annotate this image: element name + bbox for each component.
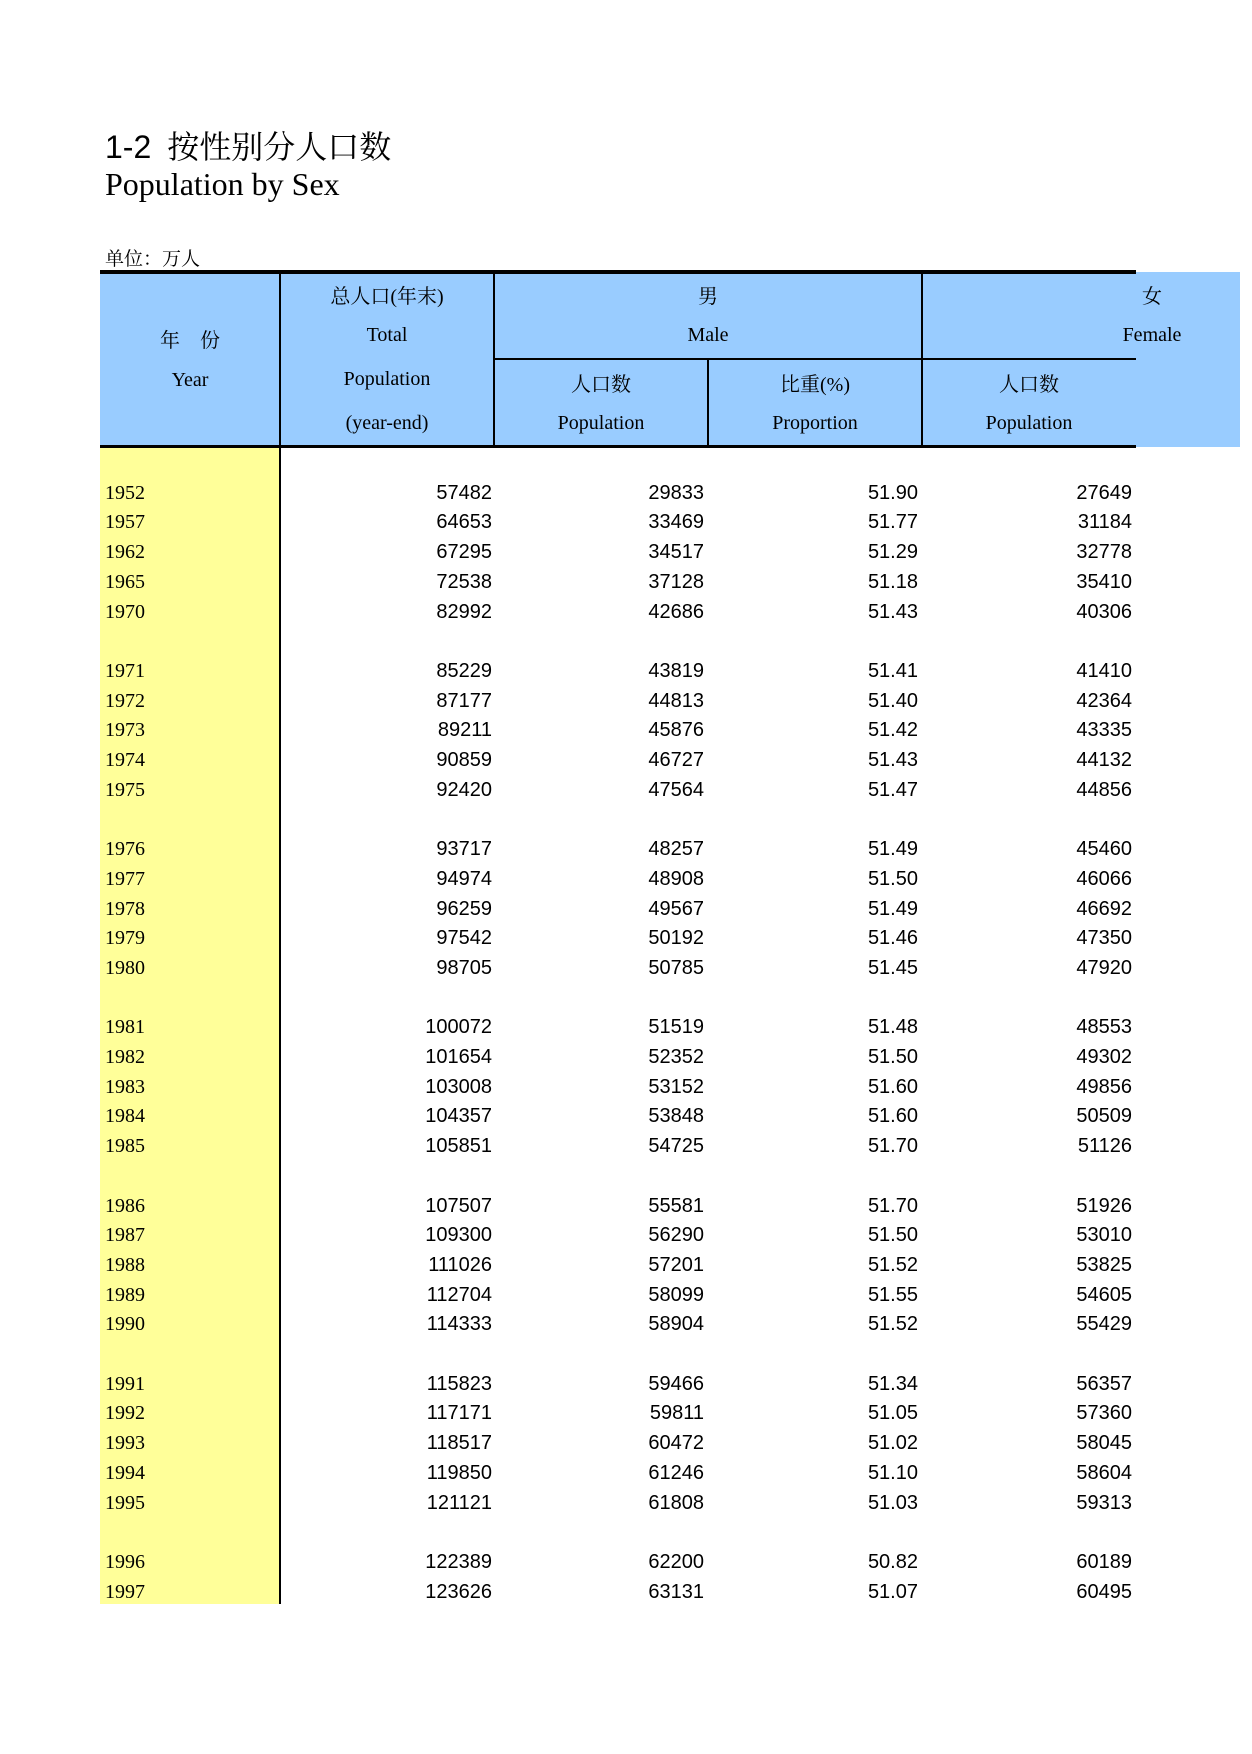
total-population-cell: 100072 [425,1016,492,1039]
female-population-cell: 44856 [1076,778,1132,801]
year-cell: 1977 [105,867,145,890]
total-population-cell: 105851 [425,1135,492,1158]
total-population-cell: 90859 [436,749,492,771]
year-cell: 1987 [105,1224,145,1247]
table-row [100,567,1136,597]
female-population-cell: 55429 [1076,1313,1132,1336]
female-population-cell: 43335 [1076,719,1132,742]
table-row [100,478,1136,508]
female-population-cell: 60189 [1076,1550,1132,1573]
year-cell: 1985 [105,1135,145,1158]
header-female-pop-en: Population [985,412,1073,434]
male-proportion-cell: 51.50 [867,867,918,890]
female-population-cell: 46692 [1076,897,1132,920]
male-population-cell: 63131 [648,1580,704,1603]
header-male-cn: 男 [698,286,718,308]
table-row [100,864,1136,894]
male-proportion-cell: 51.49 [867,838,918,861]
total-population-cell: 89211 [437,719,492,742]
male-population-cell: 59811 [649,1402,704,1425]
year-cell: 1970 [105,600,145,623]
male-proportion-cell: 51.05 [867,1402,918,1425]
table-row [100,597,1136,627]
female-population-cell: 32778 [1076,541,1132,564]
header-female-clip [922,272,1182,362]
total-population-cell: 82992 [436,600,492,623]
total-population-cell: 107507 [425,1194,492,1217]
table-row [100,1250,1136,1280]
table-row [100,507,1136,537]
year-cell: 1979 [105,927,145,950]
table-row [100,1428,1136,1458]
table-row [100,1309,1136,1339]
female-population-cell: 47920 [1076,956,1132,979]
female-population-cell: 59313 [1076,1491,1132,1514]
table-row [100,1369,1136,1399]
male-proportion-cell: 51.70 [867,1135,918,1158]
male-population-cell: 53848 [648,1105,704,1128]
female-population-cell: 58045 [1076,1432,1132,1455]
male-proportion-cell: 51.46 [867,927,918,950]
year-cell: 1996 [105,1550,145,1573]
female-population-cell: 60495 [1076,1580,1132,1603]
female-population-cell: 42364 [1076,689,1132,712]
year-cell: 1952 [105,481,145,504]
year-cell: 1971 [105,659,145,682]
female-population-cell: 49856 [1076,1075,1132,1098]
header-total-population: Population [343,368,431,390]
female-population-cell: 48553 [1076,1016,1132,1039]
female-population-cell: 54605 [1076,1283,1132,1306]
total-population-cell: 98705 [436,956,492,979]
male-population-cell: 42686 [648,600,704,623]
year-cell: 1983 [105,1075,145,1098]
year-cell: 1981 [105,1016,145,1039]
male-population-cell: 29833 [648,481,704,504]
year-cell: 1995 [105,1491,145,1514]
header-total-year-end: (year-end) [345,412,429,434]
female-population-cell: 51126 [1077,1135,1132,1158]
male-proportion-cell: 51.60 [867,1105,918,1128]
female-population-cell: 45460 [1076,838,1132,861]
female-population-cell: 53825 [1076,1253,1132,1276]
table-row [100,1220,1136,1250]
male-population-cell: 48257 [648,838,704,861]
header-female-cn: 女 [1142,286,1162,308]
year-cell: 1993 [105,1432,145,1455]
male-population-cell: 46727 [648,749,704,771]
female-population-cell: 49302 [1076,1046,1132,1068]
total-population-cell: 64653 [436,511,492,534]
header-female-en: Female [1122,324,1182,346]
total-population-cell: 121121 [426,1491,492,1514]
male-proportion-cell: 51.43 [867,600,918,623]
year-cell: 1982 [105,1046,145,1068]
total-population-cell: 97542 [436,927,492,950]
male-population-cell: 49567 [648,897,704,920]
table-row [100,537,1136,567]
male-proportion-cell: 51.42 [867,719,918,742]
male-population-cell: 53152 [648,1075,704,1098]
male-population-cell: 44813 [648,689,704,712]
male-population-cell: 48908 [648,867,704,890]
female-population-cell: 44132 [1076,749,1132,771]
header-male-pop-en: Population [557,412,645,434]
male-population-cell: 60472 [648,1432,704,1455]
year-cell: 1992 [105,1402,145,1425]
table-row [100,1101,1136,1131]
male-population-cell: 37128 [648,570,704,593]
header-male-pop-cn: 人口数 [571,374,631,396]
year-cell: 1990 [105,1313,145,1336]
male-proportion-cell: 51.43 [867,749,918,771]
page-title-en: Population by Sex [105,166,340,202]
female-population-cell: 51926 [1076,1194,1132,1217]
title-cn-text: 按性别分人口数 [167,129,392,165]
total-population-cell: 109300 [425,1224,492,1247]
male-population-cell: 33469 [648,511,704,534]
table-row [100,1072,1136,1102]
male-proportion-cell: 51.29 [867,541,918,564]
male-population-cell: 47564 [648,778,704,801]
header-male-en: Male [687,324,729,346]
year-cell: 1991 [105,1372,145,1395]
male-population-cell: 58099 [648,1283,704,1306]
male-proportion-cell: 51.07 [867,1580,918,1603]
male-proportion-cell: 51.47 [867,778,918,801]
male-proportion-cell: 51.50 [867,1046,918,1068]
year-cell: 1984 [105,1105,145,1128]
header-year-en: Year [171,369,209,391]
male-population-cell: 50785 [648,956,704,979]
male-population-cell: 59466 [648,1372,704,1395]
year-cell: 1973 [105,719,145,742]
year-cell: 1994 [105,1461,145,1484]
male-proportion-cell: 51.90 [867,481,918,504]
total-population-cell: 85229 [436,659,492,682]
total-population-cell: 104357 [425,1105,492,1128]
female-population-cell: 35410 [1076,570,1132,593]
page-title-cn [105,122,391,168]
table-row [100,1280,1136,1310]
female-population-cell: 50509 [1076,1105,1132,1128]
female-population-cell: 46066 [1076,867,1132,890]
male-proportion-cell: 51.70 [867,1194,918,1217]
male-proportion-cell: 51.18 [867,570,918,593]
total-population-cell: 93717 [436,838,492,861]
male-proportion-cell: 51.49 [867,897,918,920]
female-population-cell: 41410 [1076,659,1132,682]
male-population-cell: 61246 [648,1461,704,1484]
female-population-cell: 47350 [1076,927,1132,950]
male-proportion-cell: 51.55 [867,1283,918,1306]
year-cell: 1978 [105,897,145,920]
year-cell: 1976 [105,838,145,861]
male-population-cell: 57201 [648,1253,704,1276]
male-population-cell: 62200 [648,1550,704,1573]
table-row [100,923,1136,953]
table-row [100,1012,1136,1042]
male-population-cell: 50192 [648,927,704,950]
male-proportion-cell: 51.45 [867,956,918,979]
table-row [100,1577,1136,1607]
table-row [100,686,1136,716]
table-row [100,1547,1136,1577]
female-population-cell: 40306 [1076,600,1132,623]
male-proportion-cell: 51.10 [867,1461,918,1484]
total-population-cell: 92420 [436,778,492,801]
total-population-cell: 87177 [436,689,492,712]
male-proportion-cell: 51.48 [867,1016,918,1039]
total-population-cell: 57482 [436,481,492,504]
total-population-cell: 96259 [436,897,492,920]
male-population-cell: 56290 [648,1224,704,1247]
header-year-cn: 年 份 [160,330,220,352]
male-proportion-cell: 51.60 [867,1075,918,1098]
year-cell: 1986 [105,1194,145,1217]
total-population-cell: 117171 [426,1402,492,1425]
total-population-cell: 103008 [425,1075,492,1098]
header-male-prop-cn: 比重(%) [780,374,850,396]
table-row [100,715,1136,745]
table-row [100,745,1136,775]
female-population-cell: 53010 [1076,1224,1132,1247]
female-population-cell: 57360 [1076,1402,1132,1425]
female-population-cell: 58604 [1076,1461,1132,1484]
year-cell: 1989 [105,1283,145,1306]
header-total-en: Total [366,324,408,346]
year-cell: 1957 [105,511,145,534]
total-population-cell: 112704 [426,1283,492,1306]
male-proportion-cell: 51.50 [867,1224,918,1247]
total-population-cell: 118517 [426,1432,492,1455]
year-cell: 1972 [105,689,145,712]
total-population-cell: 119850 [426,1461,492,1484]
male-proportion-cell: 51.34 [867,1372,918,1395]
year-cell: 1997 [105,1580,145,1603]
total-population-cell: 114333 [426,1313,492,1336]
male-population-cell: 45876 [648,719,704,742]
table-row [100,656,1136,686]
female-population-cell: 56357 [1076,1372,1132,1395]
table-row [100,894,1136,924]
year-cell: 1980 [105,956,145,979]
male-proportion-cell: 51.77 [867,511,918,534]
year-cell: 1962 [105,541,145,564]
male-population-cell: 52352 [648,1046,704,1068]
male-proportion-cell: 51.03 [867,1491,918,1514]
female-population-cell: 31184 [1077,511,1132,534]
table-row [100,1458,1136,1488]
year-cell: 1988 [105,1253,145,1276]
male-population-cell: 43819 [648,659,704,682]
total-population-cell: 111026 [428,1253,492,1276]
table-row [100,1042,1136,1072]
header-male-prop-en: Proportion [772,412,858,434]
table-row [100,1398,1136,1428]
total-population-cell: 122389 [425,1550,492,1573]
male-proportion-cell: 51.41 [867,659,918,682]
male-population-cell: 34517 [648,541,704,564]
total-population-cell: 123626 [425,1580,492,1603]
header-total-cn: 总人口(年末) [330,286,444,308]
total-population-cell: 101654 [425,1046,492,1068]
total-population-cell: 67295 [436,541,492,564]
table-row [100,1191,1136,1221]
male-population-cell: 58904 [648,1313,704,1336]
male-proportion-cell: 51.52 [867,1253,918,1276]
male-population-cell: 61808 [648,1491,704,1514]
table-row [100,775,1136,805]
male-proportion-cell: 51.02 [867,1432,918,1455]
male-proportion-cell: 51.40 [867,689,918,712]
total-population-cell: 115823 [426,1372,492,1395]
header-female-pop-cn: 人口数 [999,374,1059,396]
unit-label: 单位：万人 [105,249,201,270]
table-row [100,1131,1136,1161]
year-cell: 1974 [105,749,145,771]
male-population-cell: 55581 [648,1194,704,1217]
year-cell: 1975 [105,778,145,801]
total-population-cell: 72538 [436,570,492,593]
table-row [100,834,1136,864]
table-number: 1-2 [105,129,152,165]
table-row [100,1488,1136,1518]
male-population-cell: 51519 [648,1016,704,1039]
female-population-cell: 27649 [1076,481,1132,504]
year-cell: 1965 [105,570,145,593]
table-row [100,953,1136,983]
male-population-cell: 54725 [648,1135,704,1158]
male-proportion-cell: 51.52 [867,1313,918,1336]
total-population-cell: 94974 [436,867,492,890]
male-proportion-cell: 50.82 [867,1550,918,1573]
